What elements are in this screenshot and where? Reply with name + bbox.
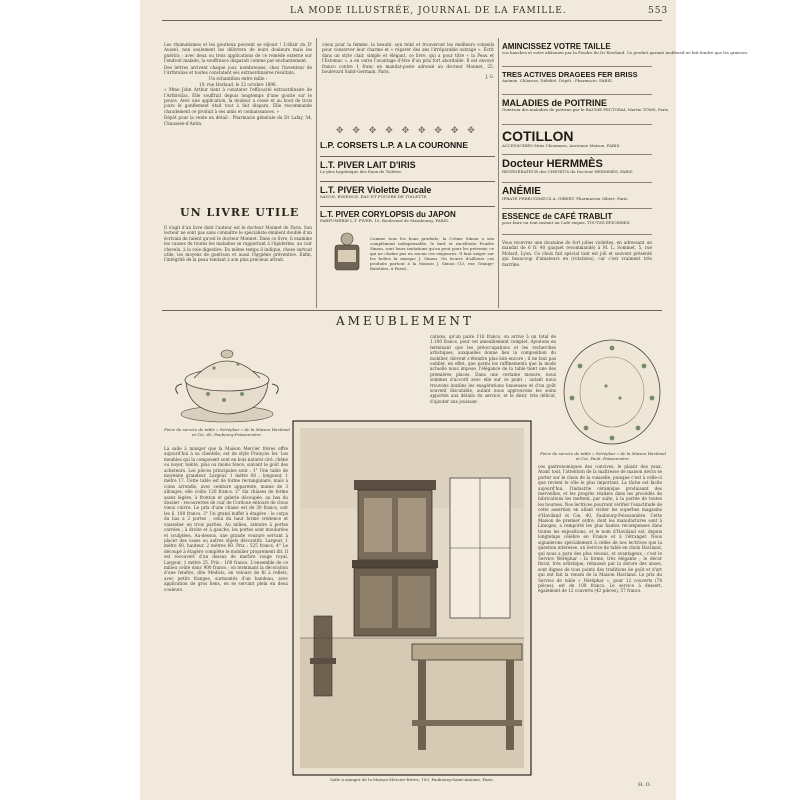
ad-text: IPRATE FERRUGINEUX A. GIBERT. Pharmacien Gibert, Paris. (502, 196, 629, 201)
livre-utile-heading: UN LIVRE UTILE (180, 206, 300, 219)
ad-lait-iris (320, 160, 495, 175)
ad-rule (320, 206, 495, 207)
paragraph: Un échantillon entre mille : (208, 76, 268, 82)
ad-violette (320, 185, 495, 200)
ad-title: AMINCISSEZ VOTRE TAILLE (502, 42, 611, 51)
ad-poitrine (502, 98, 670, 125)
ameublement-heading: AMEUBLEMENT (336, 314, 474, 328)
ad-rule (320, 156, 495, 157)
dining-caption: Salle à manger de la Maison Mercier frères, 100, Faubourg-Saint-Antoine, Paris. (330, 777, 494, 782)
ad-hermmes (502, 158, 652, 183)
ad-title: TRES ACTIVES DRAGEES FER BRISS (502, 70, 638, 79)
ad-text: Le plus hygiénique des Eaux de Toilette. (320, 169, 403, 174)
paragraph: 10, rue Harlaud, le 22 octobre 1896. (199, 81, 277, 87)
ad-text: Anémie, Chlorose, Débilité. Dépôt : Pharmacie, PARIS. (502, 78, 613, 83)
column-rule (316, 38, 317, 308)
ad-title: ANÉMIE (502, 186, 541, 197)
ad-cotillon (502, 128, 652, 155)
livre-utile-text: Il s'agit d'un livre dont l'auteur est le docteur Monnet de Paris. Son lecteur ne sont pas sans connaître le spécialiste éminent doublé d'un écrivain de talent qu'est le docteur Monnet. Dans ce livre, il examine les causes de toutes les maladies se rapportant à l'épiderme, au cuir chevelu, à la voie digestive. En même temps il indique, chose surtout utile, les moyens de guérison et aussi l'hygiène préventive. Enfin, l'intégrité de la peau tendant à son plus précieux attrait. (164, 225, 312, 263)
ornament-divider: ✥ ✥ ✥ ✥ ✥ ✥ ✥ ✥ ✥ (336, 126, 478, 136)
creme-simon-jar-illustration (326, 232, 366, 272)
magazine-page (140, 0, 749, 800)
ad-corylopsis (320, 210, 495, 224)
ad-text: vos hanches et votre abdomen par la Poudre du Dr Rowland. Ce produit garanti inoffensif ne fait fondre que les graisses. (502, 50, 749, 55)
ameublement-intro-right: cations, qu'un paire 110 francs, on arrive à un total de 1.100 francs, pour cet ameublement complet. Ajoutons en terminant que les préoccupations et les recherches artistiques, auxquelles donne lieu la composition du mobilier, doivent s'étendre plus loin encore ; il ne faut pas oublier, en effet, que parmi les raffinements que la mode actuelle nous impose, l'élégance de la table tient une des premières places. Dans une certaine mesure, nous sommes d'accord avec elle sur ce point ; autant nous trouvons inutiles les exagérations luxueuses et d'un goût souvent discutable, autant nous approuvons les soins apportés aux détails du service, et le désir, très délicat, d'ajouter aux jouissan- (430, 334, 556, 404)
tureen-caption: Pièce du service de table « Néréphar » de la Maison Haviland et Cie, 40, Faubourg-Poissonnière. (164, 427, 290, 437)
top-middle-column (322, 42, 494, 80)
paragraph: cieux pour la femme, la beauté, son teint et trouveront les meilleurs conseils pour conserver leur charme et « réparer des ans l'irréparable outrage ». Écrit dans un style clair, simple et élégant, ce livre, qui a pour titre « la Peau et l'Estomac », a en outre l'avantage d'être d'un prix fort abordable. Il est envoyé franco contre 1 franc en mandat-poste adressé au docteur Monnet, 25, boulevard Saint-Germain, Paris. (322, 42, 494, 75)
running-title: LA MODE ILLUSTRÉE, JOURNAL DE LA FAMILLE. (290, 6, 567, 16)
column-rule (498, 38, 499, 308)
violettes-notice: Vous recevrez une douzaine de fort jolies violettes, en adressant un mandat de 6 fr. 40 (paquet recommandé) à M. L. Sommet, 5, rue Molard, Lyon. Ce choix fait spécial tant est joli et souvent présenté qui beaucoup d'amateurs en (rotations), car c'est vraiment très marrine. (502, 240, 652, 267)
article-signature: H. O. (638, 782, 651, 788)
ameublement-left-column: La salle à manger que la Maison Mercier frères offre aujourd'hui à sa clientèle, est de style François Ier. Les meubles qui la composent sont en bois naturel ciré, chêne ou noyer, teinté, plus ou moins foncé, suivant le goût des acheteurs. Les pièces principales sont : 1° Une table de moyenne grandeur. Largeur, 1 mètre 08 ; longueur, 1 mètre 17. Cette table est de forme rectangulaire, mais à coins arrondis, avec ceinture apparente, munie de 3 allonges, elle coûte 120 francs. 2° Six chaises de forme assez légère, à fronton et galerie découpée, au bas du dossier : recouvertes de cuir de Cordoue entouré de clous vieux cuivre. Le prix d'une chaise est de 30 francs, soit les 6, 180 francs. 3° Un grand buffet à étagère : le corps du bas a 2 portes ; celui du haut forme crédence et vaisselier en trois parties. Au milieu, armoire à portes carrées ; à droite et à gauche, les portes sont moulurées et sculptées. Au-dessus, une grande vousure servant à placer des vases ou autres objets décoratifs. Largeur, 1 mètre 60, hauteur, 2 mètres 60. Prix : 525 francs. 4° Le découpé à étagère complète le mobilier proprement dit. Il est recouvert d'un dessus de marbre rouge royal. Largeur, 1 mètre 25. Prix : 160 francs. L'ensemble de ce milieu coûte donc 900 francs ; on terminant la décoration d'une fenêtre, dite Médicis, en velours de fil à reflets, avec petits franges, surmontés d'un bandeau, avec application de gros liens, en se servant plein en deux couleurs. (164, 446, 288, 592)
paragraph: Des lettres arrivent chaque jour, nombreuses, chez l'inventeur de l'Arthrolias et toutes constatent ses extraordinaires résultats. (164, 64, 312, 76)
plate-illustration (560, 336, 664, 448)
ad-dragees (502, 70, 652, 95)
paragraph: Les rhumatismes et les goutteux peuvent se réjouir ! L'élixir du D' Aussel, non seulement les délivrera de leurs douleurs mais les guérira ; avec deux ou trois applications de ce remède externe sur l'endroit malade, la souffrance disparaît comme par enchantement. (164, 42, 312, 64)
paragraph: Dépôt pour la vente en détail : Pharmacie générale du Dr Lafay, 54, Chaussée-d'Antin. (164, 115, 312, 126)
ad-text: RÉGÉNÉRATEUR des CHEVEUX du Docteur HERMMÈS, PARIS. (502, 169, 634, 174)
ad-title: Docteur HERMMÈS (502, 158, 603, 170)
ad-title: MALADIES de POITRINE (502, 98, 608, 108)
ad-anemie (502, 186, 652, 209)
ad-title: COTILLON (502, 128, 574, 144)
section-rule (162, 310, 662, 311)
header-rule (162, 20, 662, 21)
ad-text: ACCESSOIRES Mme Choumara, Ancienne Maison, PARIS. (502, 143, 621, 148)
ad-cafe (502, 212, 652, 235)
ad-text: pour faire en tout instant un Café exquis, TOUTES ÉPICERIES. (502, 220, 631, 225)
ad-text: Guérison des maladies de poitrine par le BAUME PECTORAL Martin TOMS, Paris. (502, 107, 670, 112)
ad-title: L.T. PIVER Violette Ducale (320, 185, 432, 195)
ad-title: ESSENCE de CAFÉ TRABLIT (502, 212, 613, 221)
top-left-column (164, 42, 312, 126)
ad-text: PARFUMERIE L.T. PIVER, 10, Boulevard de Strasbourg, PARIS. (320, 218, 450, 223)
paragraph: « Mme John Arthur tient à constater l'efficacité extraordinaire de l'Arthrolias. Elle souffrait depuis longtemps d'une goutte sur le pouce. Avec une application, la douleur a cessé et au bout de trois jours le gonflement était tout à fait disparu. Elle recommande chaudement ce produit à ses amis et connaissances. » (164, 87, 312, 114)
ad-title: L.T. PIVER LAIT D'IRIS (320, 160, 416, 170)
ad-title: L.T. PIVER CORYLOPSIS du JAPON (320, 210, 456, 219)
ad-text: SAVON, ESSENCE, EAU ET POUDRE DE TOILETTE (320, 194, 427, 199)
tureen-illustration (168, 334, 286, 426)
ameublement-right-column: ces gastronomiques des convives, le plaisir des yeux. Avant tout, l'attention de la maîtresse de maison devra se porter sur le choix de la vaisselle, puisque c'est à celle-ci que revient le rôle le plus important. La tâche est facile aujourd'hui, l'industrie céramique produisant des merveilles, et les progrès réalisés dans les procédés de fabrications les mettent, par suite, à la portée de toutes les bourses. Nos lectrices pourront vérifier l'exactitude de cette assertion en allant visiter les superbes magasins d'Haviland et Cie, 40, Faubourg-Poissonnière. Cette Maison de premier ordre, dont les manufactures sont à Limoges, a remporté les plus hautes récompenses dans toutes les expositions, et le nom d'Haviland est, depuis longtemps célèbre en France et à l'étranger. Nous signalerons spécialement à celles de nos lectrices que la question intéresse, un Service de table en choix Haviland, qui nous a paru des plus réussis, et avantageux ; c'est le Service Néréphar : la forme, très élégante ; le décor floral, très artistique, rehaussé par la dorure des anses, sont dignes de tous points des traditions de goût et d'art qui ont fait la renom de la Maison Haviland. Le prix du Service de table « Néréphar », pour 12 couverts (74 pièces), est de 108 francs. Le service à dessert, également de 12 couverts (42 pièces), 57 francs. (538, 464, 662, 594)
page-number: 553 (648, 6, 669, 16)
signature: J. G. (485, 74, 494, 80)
dining-room-illustration (292, 420, 532, 776)
ad-rule (320, 181, 495, 182)
ad-amincissez (502, 42, 749, 67)
ad-corsets (320, 140, 495, 150)
plate-caption: Pièce du service de table « Néréphar » de la Maison Haviland et Cie, Faub. Poissonnière. (540, 451, 666, 461)
creme-simon-text: Comme tous les bons produits, la Crème Simon a son complément indispensable, le fard et excellente Poudre Simon, sont leurs imitations qu'on peut pour les prévenir, ce qui ne chaîne pas en aucun ces exigences. Il faut exiger sur les boîtes la marque J. Simon. On trouve d'ailleurs ces produits partout à la Maison J. Simon (13, rue Grange-Batelière, à Paris). (370, 236, 494, 271)
ad-title: L.P. CORSETS L.P. A LA COURONNE (320, 140, 468, 150)
